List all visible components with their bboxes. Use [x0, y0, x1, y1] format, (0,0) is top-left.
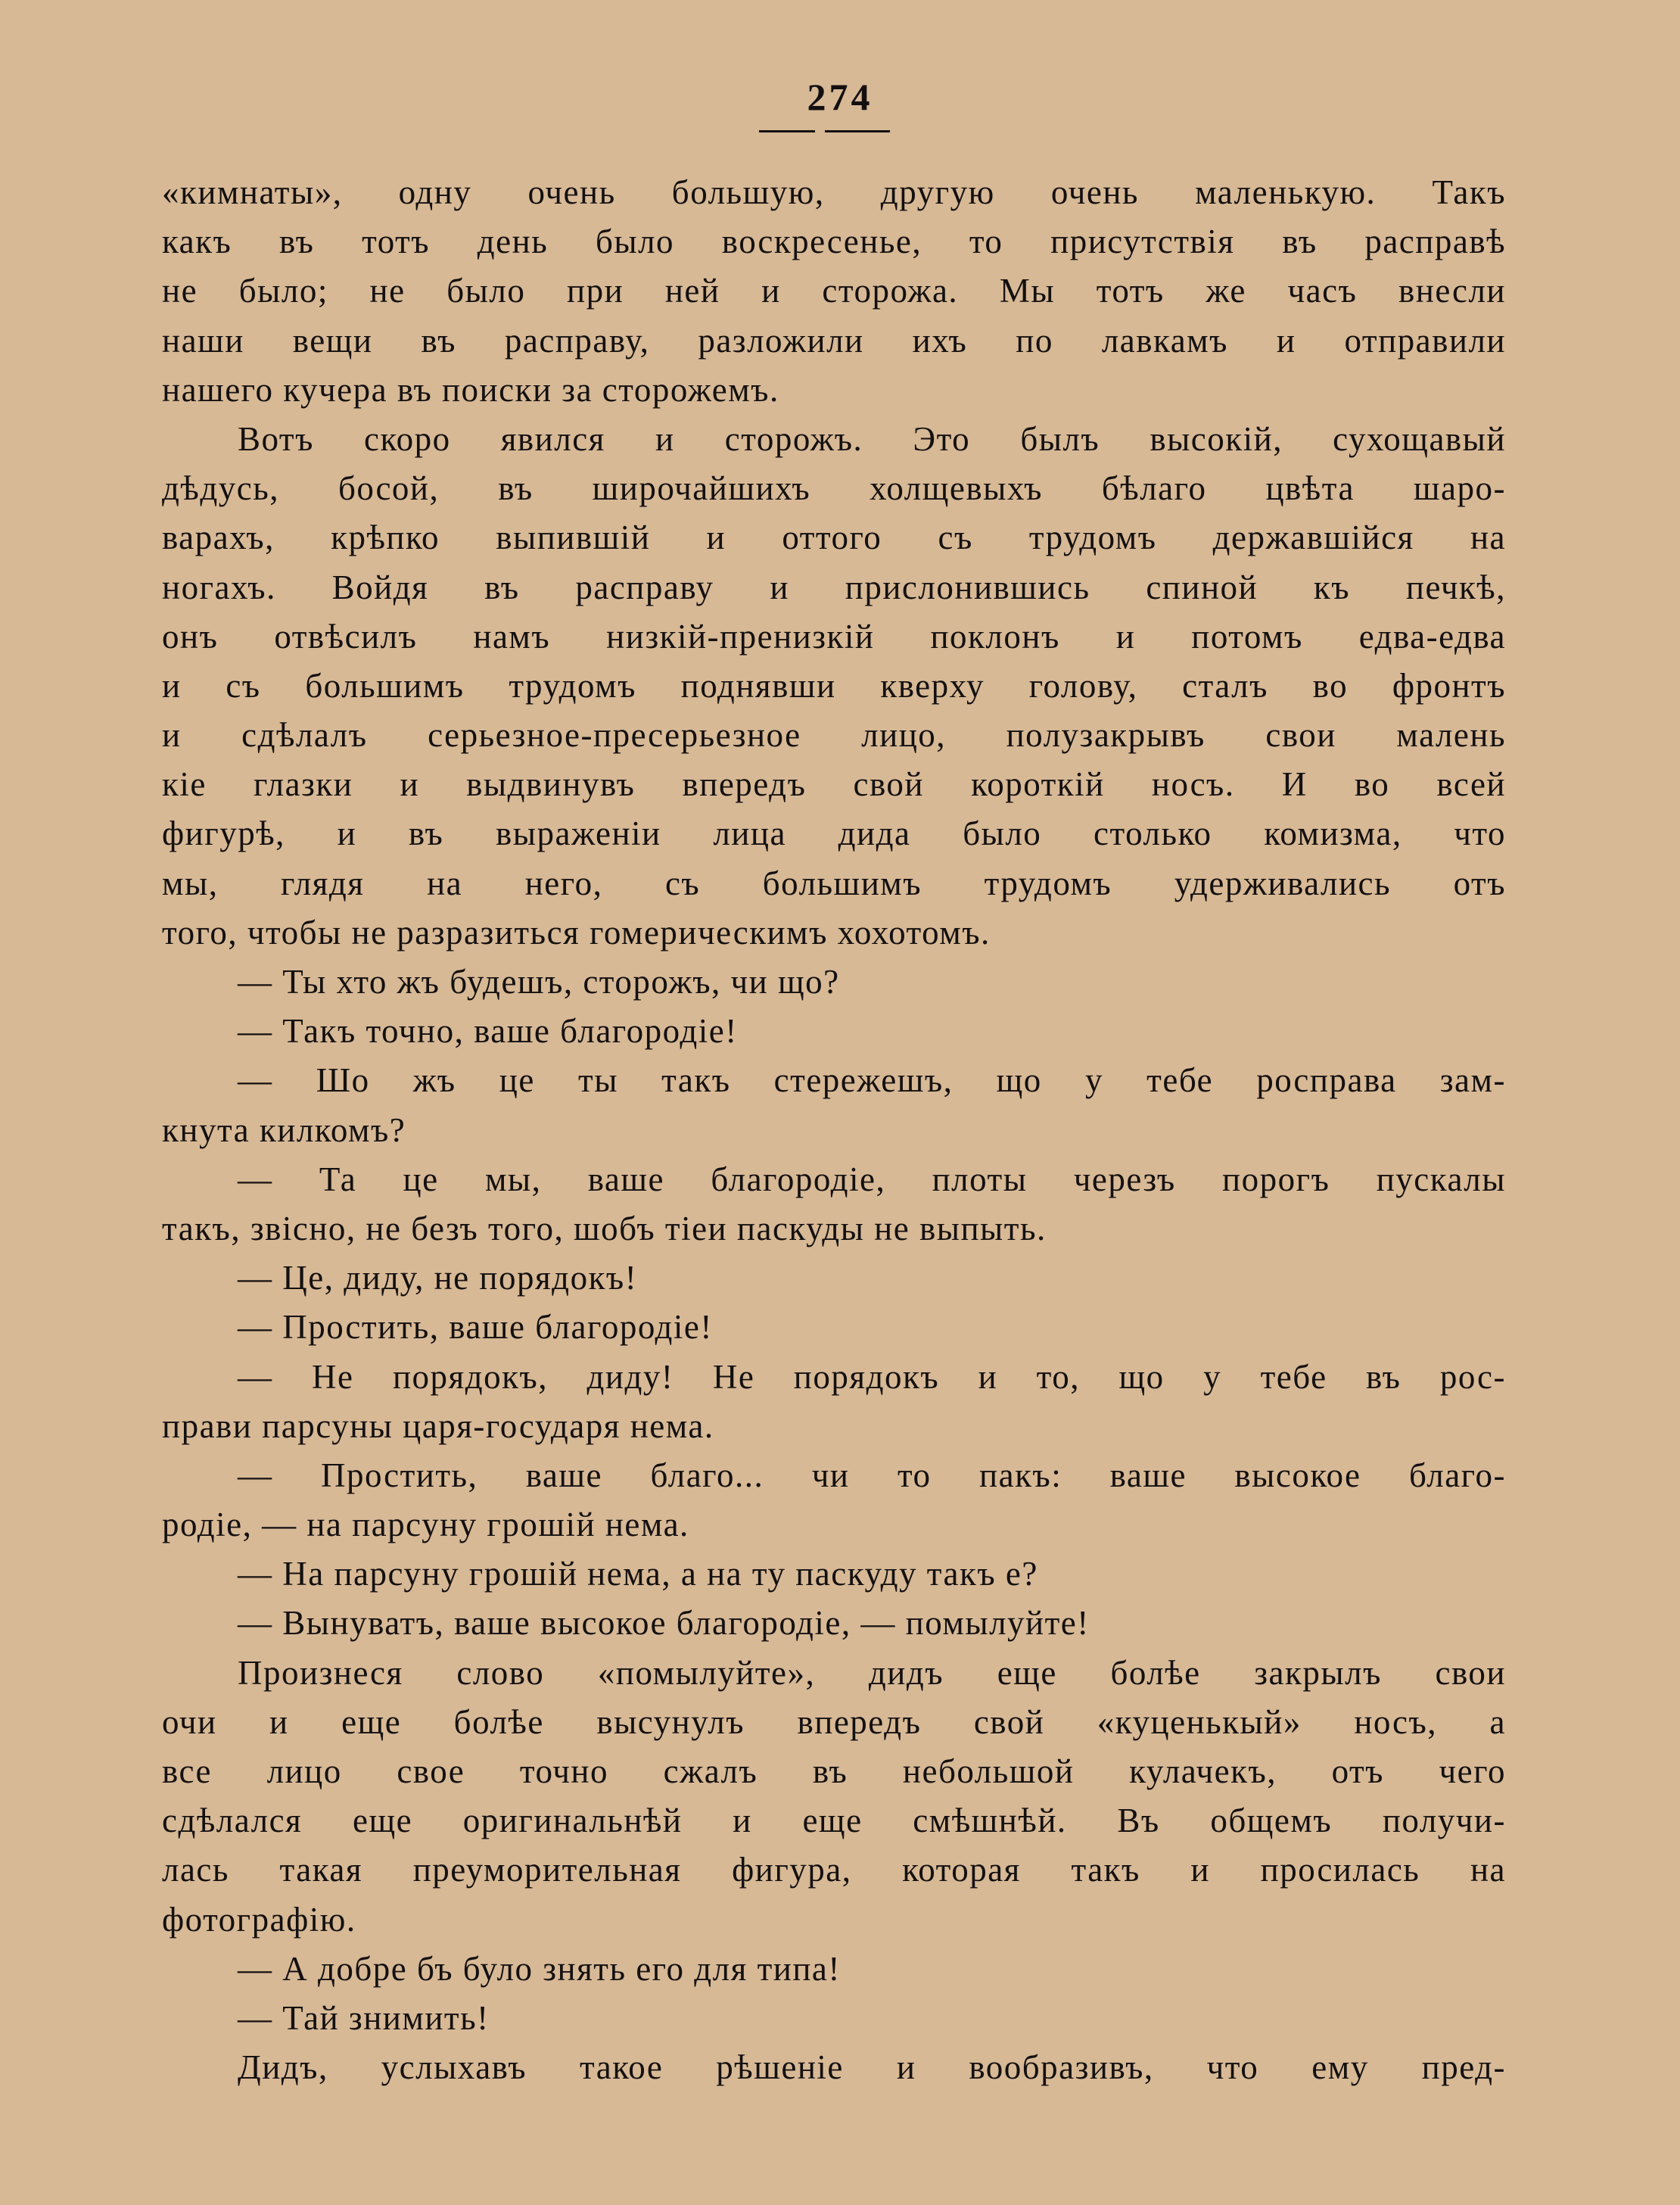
dialogue-line: — Тай знимить! — [238, 1998, 490, 2037]
text-line: ногахъ. Войдя въ расправу и прислонившись спиной къ печкѣ, — [162, 568, 1506, 606]
text-line: Вотъ скоро явился и сторожъ. Это былъ высокій, сухощавый — [238, 419, 1506, 458]
text-line: онъ отвѣсилъ намъ низкій-пренизкій поклонъ и потомъ едва-едва — [162, 617, 1506, 656]
text-line: нашего кучера въ поиски за сторожемъ. — [162, 370, 779, 409]
text-line: кіе глазки и выдвинувъ впередъ свой короткій носъ. И во всей — [162, 765, 1506, 804]
text-line: какъ въ тотъ день было воскресенье, то присутствія въ расправѣ — [162, 223, 1506, 261]
dialogue-line: — Простить, ваше благо... чи то пакъ: ваше высокое благо- — [238, 1456, 1506, 1494]
text-line: варахъ, крѣпко выпившій и оттого съ трудомъ державшійся на — [162, 519, 1506, 557]
text-line: сдѣлался еще оригинальнѣй и еще смѣшнѣй. Въ общемъ получи- — [162, 1802, 1506, 1840]
dialogue-line: — Ты хто жъ будешъ, сторожъ, чи що? — [238, 963, 840, 1001]
text-line: дѣдусь, босой, въ широчайшихъ холщевыхъ бѣлаго цвѣта шаро- — [162, 469, 1506, 508]
body-text — [162, 168, 1506, 2092]
page-number-rule-right — [825, 130, 890, 132]
dialogue-line: — Та це мы, ваше благородіе, плоты черезъ порогъ пускалы — [238, 1160, 1506, 1198]
text-line: такъ, звісно, не безъ того, шобъ тіеи паскуды не выпыть. — [162, 1209, 1047, 1247]
text-line: кнута килкомъ? — [162, 1110, 406, 1149]
dialogue-line: — А добре бъ було знять его для типа! — [238, 1949, 841, 1988]
dialogue-line: — Шо жъ це ты такъ стережешъ, що у тебе росправа зам- — [238, 1061, 1506, 1100]
text-line: Произнеся слово «помылуйте», дидъ еще болѣе закрылъ свои — [238, 1653, 1506, 1692]
text-line: не было; не было при ней и сторожа. Мы тотъ же часъ внесли — [162, 272, 1506, 310]
text-line: фигурѣ, и въ выраженіи лица дида было столько комизма, что — [162, 814, 1506, 853]
text-line: Дидъ, услыхавъ такое рѣшеніе и вообразивъ, что ему пред- — [238, 2048, 1506, 2087]
dialogue-line: — Вынуватъ, ваше высокое благородіе, — помылуйте! — [238, 1604, 1090, 1643]
text-line: наши вещи въ расправу, разложили ихъ по лавкамъ и отправили — [162, 321, 1506, 360]
dialogue-line: — Це, диду, не порядокъ! — [238, 1259, 638, 1297]
page-number-rule-left — [759, 130, 815, 132]
text-line: и сдѣлалъ серьезное-пресерьезное лицо, полузакрывъ свои малень — [162, 716, 1506, 755]
text-line: мы, глядя на него, съ большимъ трудомъ удерживались отъ — [162, 864, 1506, 902]
text-line: все лицо свое точно сжалъ въ небольшой кулачекъ, отъ чего — [162, 1752, 1506, 1790]
dialogue-line: — Такъ точно, ваше благородіе! — [238, 1012, 738, 1051]
text-line: очи и еще болѣе высунулъ впередъ свой «куценькый» носъ, а — [162, 1702, 1506, 1741]
dialogue-line: — Не порядокъ, диду! Не порядокъ и то, що у тебе въ рос- — [238, 1357, 1506, 1396]
text-line: лась такая преуморительная фигура, которая такъ и просилась на — [162, 1851, 1506, 1889]
dialogue-line: — Простить, ваше благородіе! — [238, 1308, 713, 1347]
text-line: родіе, — на парсуну грошій нема. — [162, 1506, 689, 1544]
text-line: того, чтобы не разразиться гомерическимъ хохотомъ. — [162, 913, 991, 951]
text-line: и съ большимъ трудомъ поднявши кверху голову, сталъ во фронтъ — [162, 666, 1506, 705]
text-line: «кимнаты», одну очень большую, другую очень маленькую. Такъ — [162, 173, 1506, 211]
page-number: 274 — [807, 76, 873, 118]
text-line: прави парсуны царя-государя нема. — [162, 1406, 714, 1445]
dialogue-line: — На парсуну грошій нема, а на ту паскуду такъ е? — [238, 1555, 1038, 1593]
text-line: фотографію. — [162, 1900, 356, 1939]
